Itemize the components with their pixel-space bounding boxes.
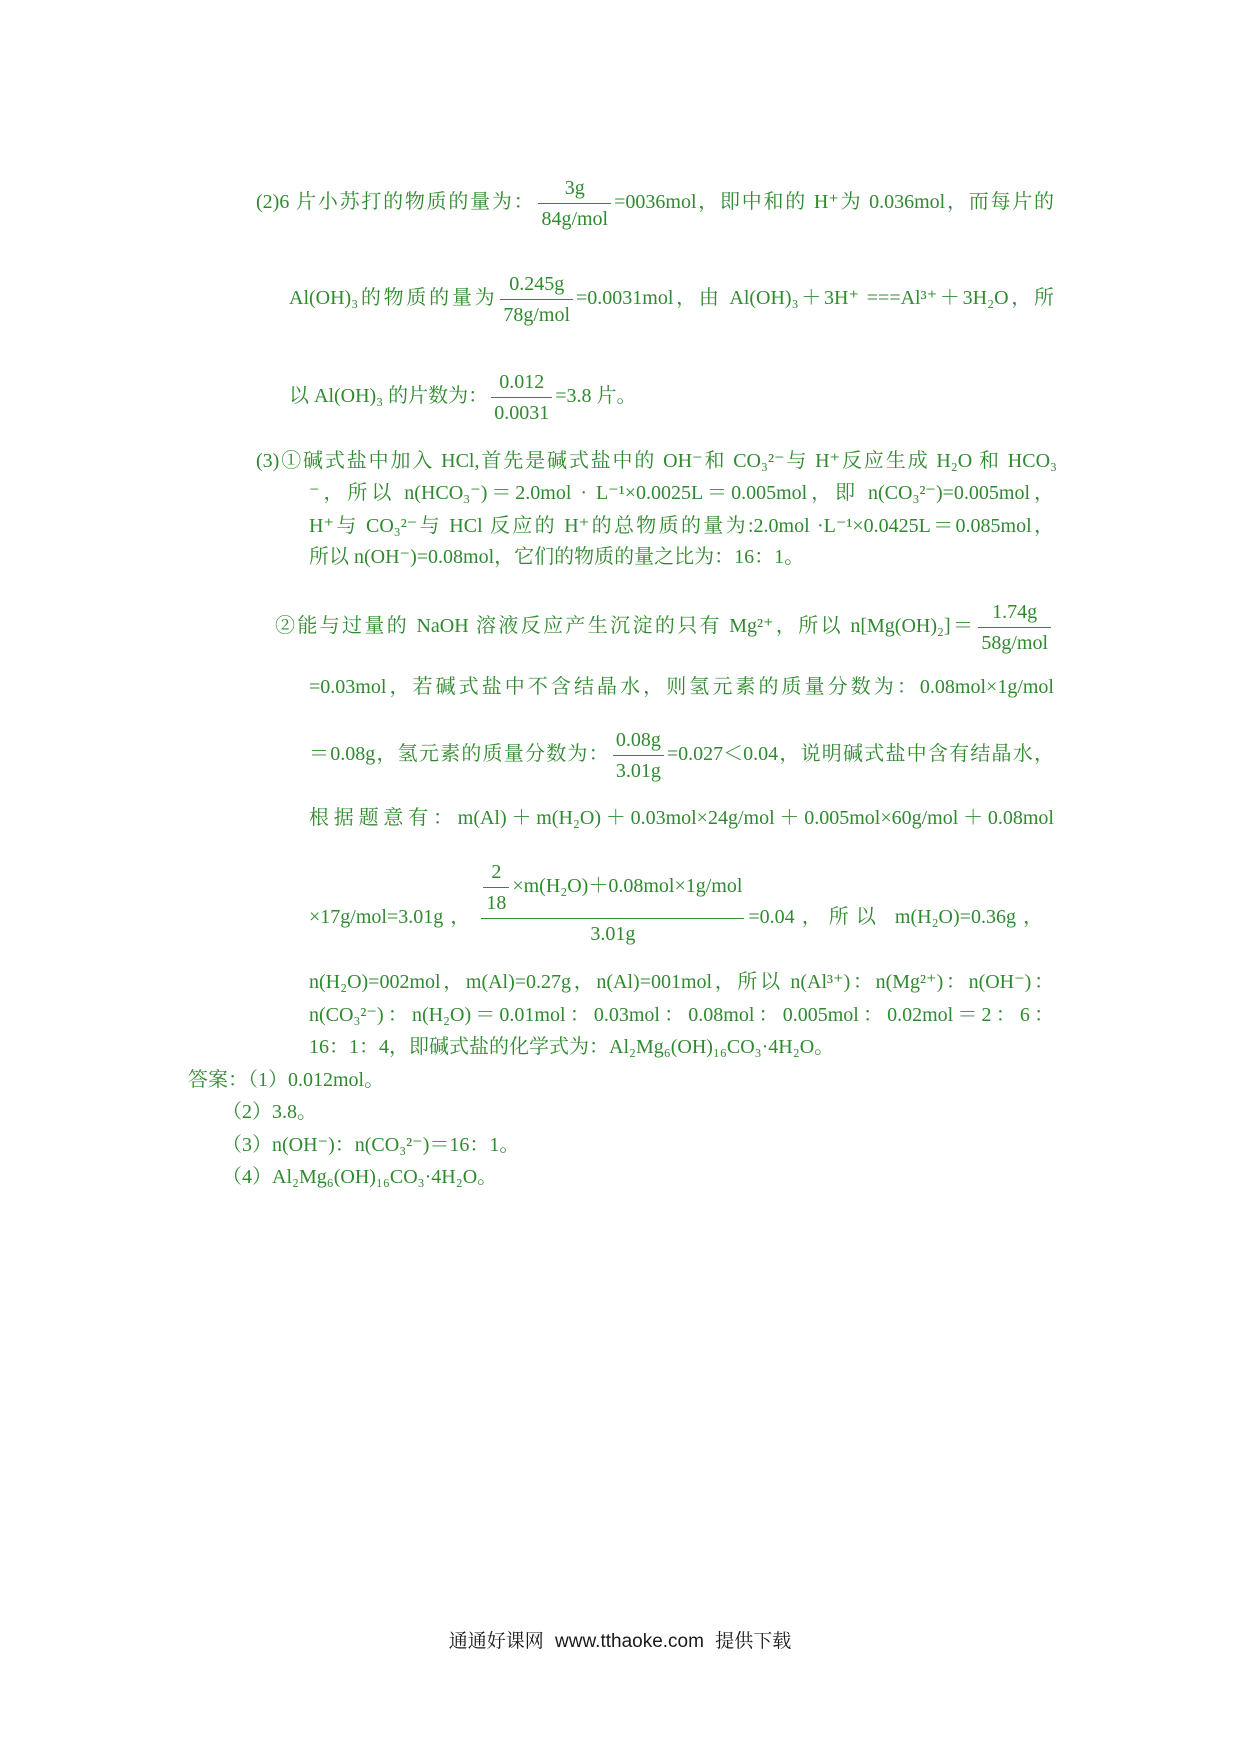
compound-fraction-denominator: 3.01g xyxy=(481,918,744,949)
text-segment: 以 Al(OH)₃ 的片数为： xyxy=(289,385,489,407)
text-segment: =3.8 片。 xyxy=(555,385,637,407)
answer-3: （3）n(OH⁻)：n(CO₃²⁻)＝16：1。 xyxy=(222,1134,520,1156)
text-segment: (2)6 片小苏打的物质的量为： xyxy=(256,191,536,213)
part3-item1-line2: ⁻，所以 n(HCO₃⁻)＝2.0mol · L⁻¹×0.0025L＝0.005mol，即 n(CO₃²⁻)=0.005mol， xyxy=(309,482,1054,504)
answer-4: （4）Al₂Mg₆(OH)₁₆CO₃·4H₂O。 xyxy=(222,1166,498,1188)
fraction-denominator: 84g/mol xyxy=(538,203,611,234)
text-segment: =0036mol，即中和的 H⁺为 0.036mol，而每片的 xyxy=(614,191,1054,213)
inner-fraction xyxy=(483,857,509,918)
fraction-numerator: 0.012 xyxy=(499,370,545,393)
answer-2: （2）3.8。 xyxy=(222,1101,317,1123)
text-segment: =0.027＜0.04，说明碱式盐中含有结晶水， xyxy=(666,743,1054,765)
part3-item1-line4: 所以 n(OH⁻)=0.08mol，它们的物质的量之比为：16：1。 xyxy=(309,546,805,568)
part2-line3 xyxy=(289,370,637,424)
answer-1: 答案：（1）0.012mol。 xyxy=(188,1069,385,1091)
part3-item2-line1 xyxy=(275,600,1054,654)
fraction-denominator: 3.01g xyxy=(613,755,664,786)
fraction-numerator: 2 xyxy=(491,860,502,883)
fraction-numerator: 0.08g xyxy=(615,728,661,751)
fraction-denominator: 58g/mol xyxy=(978,627,1051,658)
text-segment: Al(OH)₃的物质的量为 xyxy=(289,287,498,309)
fraction-denominator: 0.0031 xyxy=(491,397,552,428)
text-segment: ②能与过量的 NaOH 溶液反应产生沉淀的只有 Mg²⁺，所以 n[Mg(OH)₂]＝ xyxy=(275,615,976,637)
part2-line2 xyxy=(289,272,1054,326)
numerator-text: ×m(H₂O)＋0.08mol×1g/mol xyxy=(512,875,743,897)
part3-item2-line3 xyxy=(309,728,1054,782)
part3-item2-line6: n(H₂O)=002mol，m(Al)=0.27g，n(Al)=001mol，所以 n(Al³⁺)：n(Mg²⁺)：n(OH⁻)： xyxy=(309,971,1054,993)
fraction-numerator: 3g xyxy=(564,176,585,199)
part3-item2-line8: 16：1：4，即碱式盐的化学式为：Al₂Mg₆(OH)₁₆CO₃·4H₂O。 xyxy=(309,1036,835,1058)
fraction xyxy=(613,725,664,786)
part3-item2-line2: =0.03mol，若碱式盐中不含结晶水，则氢元素的质量分数为：0.08mol×1g/mol xyxy=(309,676,1054,698)
text-segment: ＝0.08g，氢元素的质量分数为： xyxy=(309,743,610,765)
part3-item2-line4: 根据题意有：m(Al)＋m(H₂O)＋0.03mol×24g/mol＋0.005mol×60g/mol＋0.08mol xyxy=(309,807,1054,829)
fraction xyxy=(491,367,552,428)
fraction-denominator: 18 xyxy=(483,887,509,918)
page-footer: 通通好课网 www.tthaoke.com 提供下载 xyxy=(448,1631,792,1652)
compound-fraction-numerator xyxy=(481,857,744,918)
text-segment: =0.0031mol，由 Al(OH)₃＋3H⁺ ===Al³⁺＋3H₂O，所 xyxy=(576,287,1054,309)
fraction xyxy=(978,597,1051,658)
part3-item1-line1: (3)①碱式盐中加入 HCl,首先是碱式盐中的 OH⁻和 CO₃²⁻与 H⁺反应生成 H₂O 和 HCO₃ xyxy=(256,450,1057,472)
fraction-numerator: 1.74g xyxy=(992,600,1038,623)
fraction-numerator: 0.245g xyxy=(509,272,565,295)
part3-item1-line3: H⁺与 CO₃²⁻与 HCl 反应的 H⁺的总物质的量为:2.0mol ·L⁻¹×0.0425L＝0.085mol， xyxy=(309,515,1054,537)
part3-item2-line5 xyxy=(309,860,1043,945)
fraction xyxy=(500,269,573,330)
part2-line1 xyxy=(256,176,1054,230)
text-segment: =0.04，所以 m(H₂O)=0.36g， xyxy=(748,906,1043,928)
fraction xyxy=(538,173,611,234)
text-segment: ×17g/mol=3.01g， xyxy=(309,906,478,928)
fraction-denominator: 78g/mol xyxy=(500,299,573,330)
compound-fraction xyxy=(481,857,744,949)
part3-item2-line7: n(CO₃²⁻)：n(H₂O)＝0.01mol：0.03mol：0.08mol：0.005mol：0.02mol＝2：6： xyxy=(309,1004,1054,1026)
